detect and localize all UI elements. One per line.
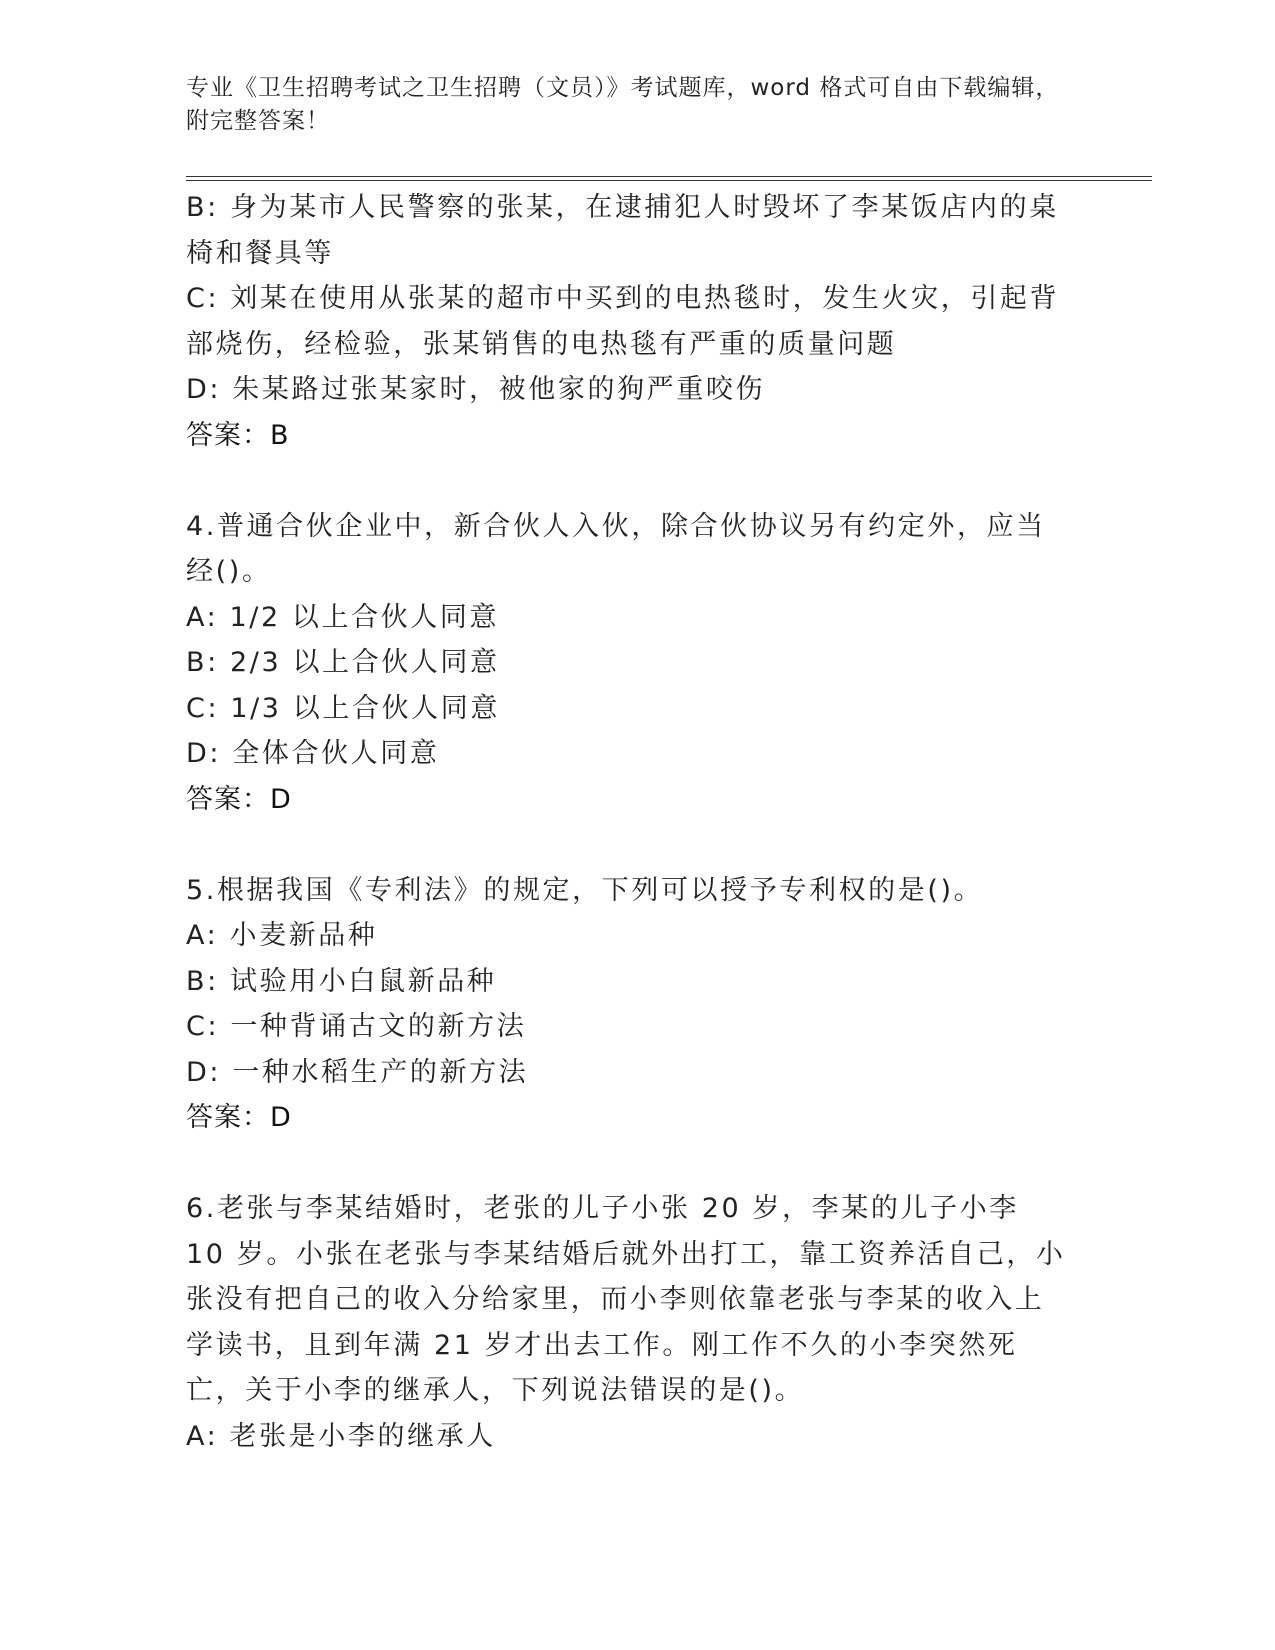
spacer	[186, 822, 1066, 868]
document-header: 专业《卫生招聘考试之卫生招聘（文员）》考试题库，word 格式可自由下载编辑，附完整答案！	[186, 75, 1060, 134]
option-a: A: 1/2 以上合伙人同意	[186, 601, 500, 633]
answer-label: 答案：D	[186, 1102, 292, 1133]
question-stem: 5.根据我国《专利法》的规定，下列可以授予专利权的是()。	[186, 874, 984, 906]
option-b: B: 2/3 以上合伙人同意	[186, 647, 500, 678]
header-divider	[186, 176, 1152, 181]
question-5	[186, 868, 1066, 1141]
question-4	[186, 504, 1066, 823]
option-b: B: 试验用小白鼠新品种	[186, 965, 497, 997]
spacer	[186, 458, 1066, 504]
previous-question-options	[186, 185, 1066, 458]
option-c: C: 1/3 以上合伙人同意	[186, 692, 500, 724]
option-b: B: 身为某市人民警察的张某，在逮捕犯人时毁坏了李某饭店内的桌椅和餐具等	[186, 192, 1059, 269]
question-6	[186, 1186, 1066, 1459]
question-stem: 6.老张与李某结婚时，老张的儿子小张 20 岁，李某的儿子小李 10 岁。小张在老张与李某结婚后就外出打工，靠工资养活自己，小张没有把自己的收入分给家里，而小李则依靠老张与李某的收入上学读书，且到年满 21 岁才出去工作。刚工作不久的小李突然死亡，关于小李的继承人，下列说法错误的是()。	[186, 1193, 1066, 1406]
question-list	[186, 185, 1066, 1459]
option-a: A: 老张是小李的继承人	[186, 1420, 496, 1452]
option-d: D: 全体合伙人同意	[186, 738, 440, 769]
spacer	[186, 1141, 1066, 1187]
option-d: D: 朱某路过张某家时，被他家的狗严重咬伤	[186, 374, 766, 405]
answer-label: 答案：D	[186, 783, 292, 815]
option-c: C: 刘某在使用从张某的超市中买到的电热毯时，发生火灾，引起背部烧伤，经检验，张某销售的电热毯有严重的质量问题	[186, 283, 1060, 360]
option-c: C: 一种背诵古文的新方法	[186, 1011, 527, 1042]
option-a: A: 小麦新品种	[186, 920, 378, 951]
answer-label: 答案：B	[186, 419, 290, 451]
question-stem: 4.普通合伙企业中，新合伙人入伙，除合伙协议另有约定外，应当经()。	[186, 510, 1046, 587]
option-d: D: 一种水稻生产的新方法	[186, 1056, 529, 1088]
